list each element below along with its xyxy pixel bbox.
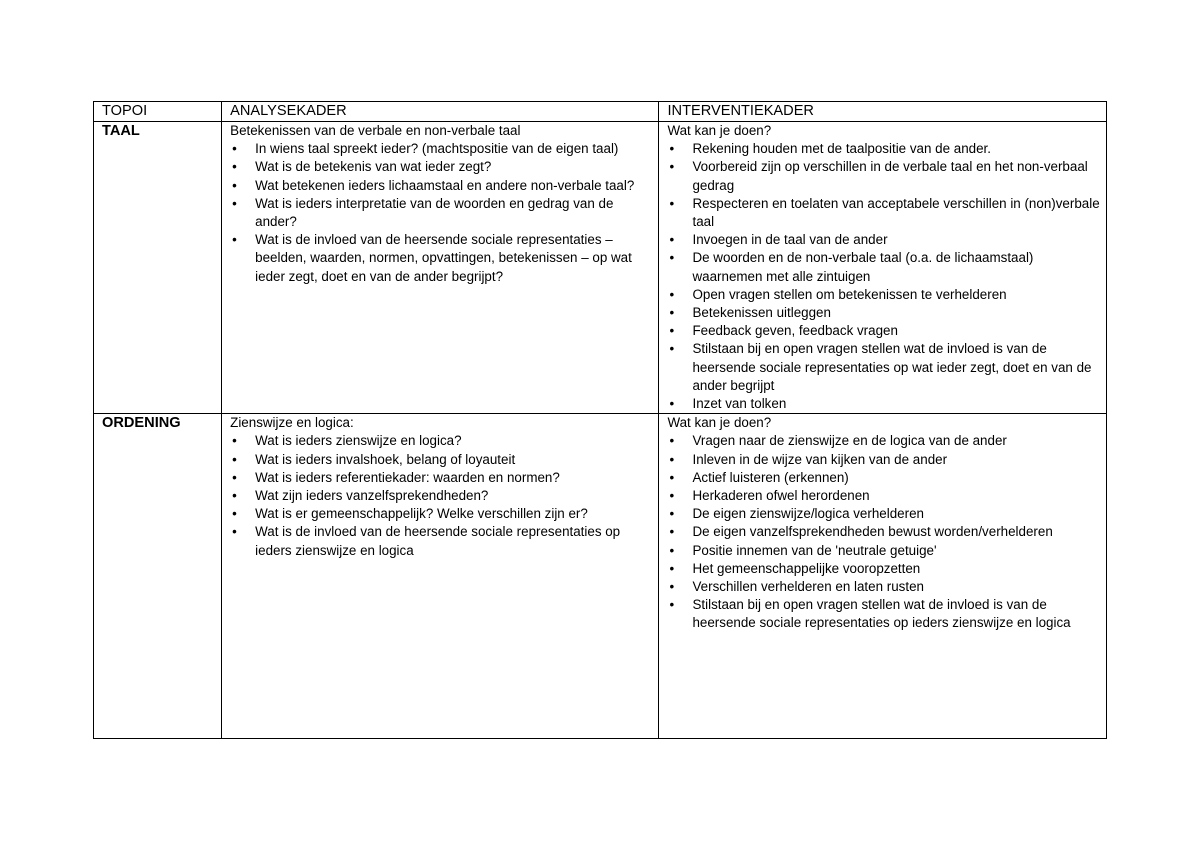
analyse-cell — [222, 122, 659, 414]
topic-label: ORDENING — [102, 415, 181, 432]
list-item: • Vragen naar de zienswijze en de logica van de ander — [667, 432, 1106, 450]
list-item: • Stilstaan bij en open vragen stellen wat de invloed is van de heersende sociale representaties op ieders zienswijze en logica — [667, 596, 1106, 632]
list-item: • Wat is er gemeenschappelijk? Welke verschillen zijn er? — [230, 505, 658, 523]
interventie-list — [667, 432, 1106, 632]
list-item: • De eigen vanzelfsprekendheden bewust worden/verhelderen — [667, 523, 1106, 541]
topic-label: TAAL — [102, 123, 140, 139]
interventie-cell — [659, 414, 1107, 739]
list-item: • Wat betekenen ieders lichaamstaal en andere non-verbale taal? — [230, 177, 658, 195]
list-item: • Verschillen verhelderen en laten rusten — [667, 578, 1106, 596]
header-interventiekader: INTERVENTIEKADER — [659, 102, 1107, 122]
list-item: • Respecteren en toelaten van acceptabele verschillen in (non)verbale taal — [667, 195, 1106, 231]
header-analysekader: ANALYSEKADER — [222, 102, 659, 122]
list-item: • Actief luisteren (erkennen) — [667, 469, 1106, 487]
interventie-intro: Wat kan je doen? — [667, 415, 772, 431]
analyse-cell — [222, 414, 659, 739]
list-item: • Wat is de betekenis van wat ieder zegt? — [230, 158, 658, 176]
list-item: • Wat is de invloed van de heersende sociale representaties – beelden, waarden, normen, opvattingen, betekenissen – op wat ieder zegt, doet en van de ander begrijpt? — [230, 231, 658, 286]
list-item: • Wat is ieders zienswijze en logica? — [230, 432, 658, 450]
analyse-intro: Zienswijze en logica: — [230, 415, 354, 431]
list-item: • Wat is de invloed van de heersende sociale representaties op ieders zienswijze en logica — [230, 523, 658, 559]
list-item: • Wat is ieders referentiekader: waarden en normen? — [230, 469, 658, 487]
topic-cell — [94, 414, 222, 739]
analyse-list — [230, 432, 658, 559]
table-row-ordening — [94, 414, 1107, 739]
list-item: • Feedback geven, feedback vragen — [667, 322, 1106, 340]
list-item: • Inleven in de wijze van kijken van de ander — [667, 451, 1106, 469]
list-item: • Positie innemen van de 'neutrale getuige' — [667, 542, 1106, 560]
list-item: • In wiens taal spreekt ieder? (machtspositie van de eigen taal) — [230, 140, 658, 158]
header-topoi: TOPOI — [94, 102, 222, 122]
list-item: • Herkaderen ofwel herordenen — [667, 487, 1106, 505]
topoi-table — [93, 101, 1107, 739]
table-row-taal — [94, 122, 1107, 414]
list-item: • Voorbereid zijn op verschillen in de verbale taal en het non-verbaal gedrag — [667, 158, 1106, 194]
topic-cell — [94, 122, 222, 414]
table-header-row — [94, 102, 1107, 122]
list-item: • De woorden en de non-verbale taal (o.a. de lichaamstaal) waarnemen met alle zintuigen — [667, 249, 1106, 285]
list-item: • Invoegen in de taal van de ander — [667, 231, 1106, 249]
list-item: • Stilstaan bij en open vragen stellen wat de invloed is van de heersende sociale representaties op wat ieder zegt, doet en van de ander begrijpt — [667, 340, 1106, 395]
list-item: • Inzet van tolken — [667, 395, 1106, 413]
analyse-list — [230, 140, 658, 286]
list-item: • Rekening houden met de taalpositie van de ander. — [667, 140, 1106, 158]
list-item: • Het gemeenschappelijke vooropzetten — [667, 560, 1106, 578]
interventie-cell — [659, 122, 1107, 414]
list-item: • De eigen zienswijze/logica verhelderen — [667, 505, 1106, 523]
list-item: • Wat is ieders interpretatie van de woorden en gedrag van de ander? — [230, 195, 658, 231]
interventie-intro: Wat kan je doen? — [667, 123, 772, 138]
analyse-intro: Betekenissen van de verbale en non-verbale taal — [230, 123, 521, 138]
interventie-list — [667, 140, 1106, 413]
list-item: • Open vragen stellen om betekenissen te verhelderen — [667, 286, 1106, 304]
list-item: • Wat zijn ieders vanzelfsprekendheden? — [230, 487, 658, 505]
list-item: • Wat is ieders invalshoek, belang of loyauteit — [230, 451, 658, 469]
list-item: • Betekenissen uitleggen — [667, 304, 1106, 322]
